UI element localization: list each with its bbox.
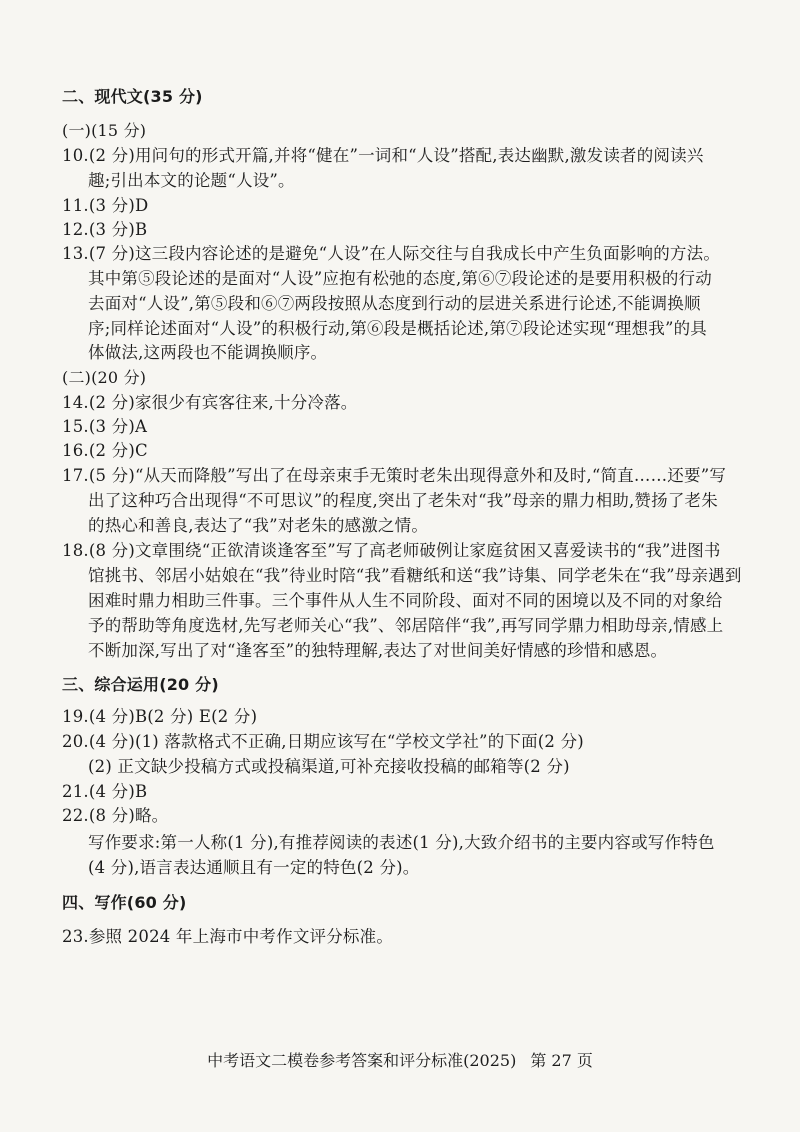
- answer-q22-line3: (4 分),语言表达通顺且有一定的特色(2 分)。: [88, 858, 420, 877]
- answer-q13-line2: 其中第⑤段论述的是面对“人设”应抱有松弛的态度,第⑥⑦段论述的是要用积极的行动: [88, 269, 712, 288]
- footer-title: 中考语文二模卷参考答案和评分标准(2025): [207, 1051, 517, 1070]
- section-heading-comprehensive: 三、综合运用(20 分): [62, 675, 219, 694]
- answer-q18-line5: 不断加深,写出了对“逢客至”的独特理解,表达了对世间美好情感的珍惜和感恩。: [88, 641, 668, 660]
- subsection-heading-2: (二)(20 分): [62, 368, 147, 387]
- answer-q13-line1: 13.(7 分)这三段内容论述的是避免“人设”在人际交往与自我成长中产生负面影响的方法。: [62, 244, 721, 263]
- answer-q22-line2: 写作要求:第一人称(1 分),有推荐阅读的表述(1 分),大致介绍书的主要内容或写作特色: [88, 833, 715, 852]
- answer-q13-line5: 体做法,这两段也不能调换顺序。: [88, 343, 328, 362]
- answer-q20-line2: (2) 正文缺少投稿方式或投稿渠道,可补充接收投稿的邮箱等(2 分): [88, 757, 570, 776]
- section-heading-modern-text: 二、现代文(35 分): [62, 87, 203, 106]
- page-number: 第 27 页: [530, 1051, 593, 1070]
- answer-q13-line3: 去面对“人设”,第⑤段和⑥⑦两段按照从态度到行动的层进关系进行论述,不能调换顺: [88, 294, 701, 313]
- answer-q16: 16.(2 分)C: [62, 441, 148, 460]
- subsection-heading-1: (一)(15 分): [62, 121, 147, 140]
- answer-q22-line1: 22.(8 分)略。: [62, 806, 169, 825]
- answer-q12: 12.(3 分)B: [62, 220, 148, 239]
- answer-q17-line3: 的热心和善良,表达了“我”对老朱的感激之情。: [88, 516, 429, 535]
- page-footer: [0, 1048, 800, 1071]
- answer-q17-line1: 17.(5 分)“从天而降般”写出了在母亲束手无策时老朱出现得意外和及时,“简直……还要”写: [62, 466, 727, 485]
- answer-q11: 11.(3 分)D: [62, 196, 149, 215]
- answer-q17-line2: 出了这种巧合出现得“不可思议”的程度,突出了老朱对“我”母亲的鼎力相助,赞扬了老朱: [88, 491, 718, 510]
- section-heading-writing: 四、写作(60 分): [62, 893, 187, 912]
- answer-q15: 15.(3 分)A: [62, 417, 148, 436]
- answer-q18-line2: 馆挑书、邻居小姑娘在“我”待业时陪“我”看糖纸和送“我”诗集、同学老朱在“我”母亲遇到: [88, 566, 742, 585]
- answer-q18-line1: 18.(8 分)文章围绕“正欲清谈逢客至”写了高老师破例让家庭贫困又喜爱读书的“我”进图书: [62, 541, 721, 560]
- answer-q20-line1: 20.(4 分)(1) 落款格式不正确,日期应该写在“学校文学社”的下面(2 分): [62, 732, 584, 751]
- answer-q10-line1: 10.(2 分)用问句的形式开篇,并将“健在”一词和“人设”搭配,表达幽默,激发读者的阅读兴: [62, 146, 704, 165]
- answer-q18-line4: 予的帮助等角度选材,先写老师关心“我”、邻居陪伴“我”,再写同学鼎力相助母亲,情感上: [88, 616, 724, 635]
- answer-q13-line4: 序;同样论述面对“人设”的积极行动,第⑥段是概括论述,第⑦段论述实现“理想我”的具: [88, 319, 707, 338]
- answer-q23: 23.参照 2024 年上海市中考作文评分标准。: [62, 927, 394, 946]
- answer-q21: 21.(4 分)B: [62, 782, 148, 801]
- answer-q10-line2: 趣;引出本文的论题“人设”。: [88, 171, 295, 190]
- answer-q19: 19.(4 分)B(2 分) E(2 分): [62, 707, 258, 726]
- answer-q14: 14.(2 分)家很少有宾客往来,十分冷落。: [62, 393, 358, 412]
- answer-q18-line3: 困难时鼎力相助三件事。三个事件从人生不同阶段、面对不同的困境以及不同的对象给: [88, 591, 723, 610]
